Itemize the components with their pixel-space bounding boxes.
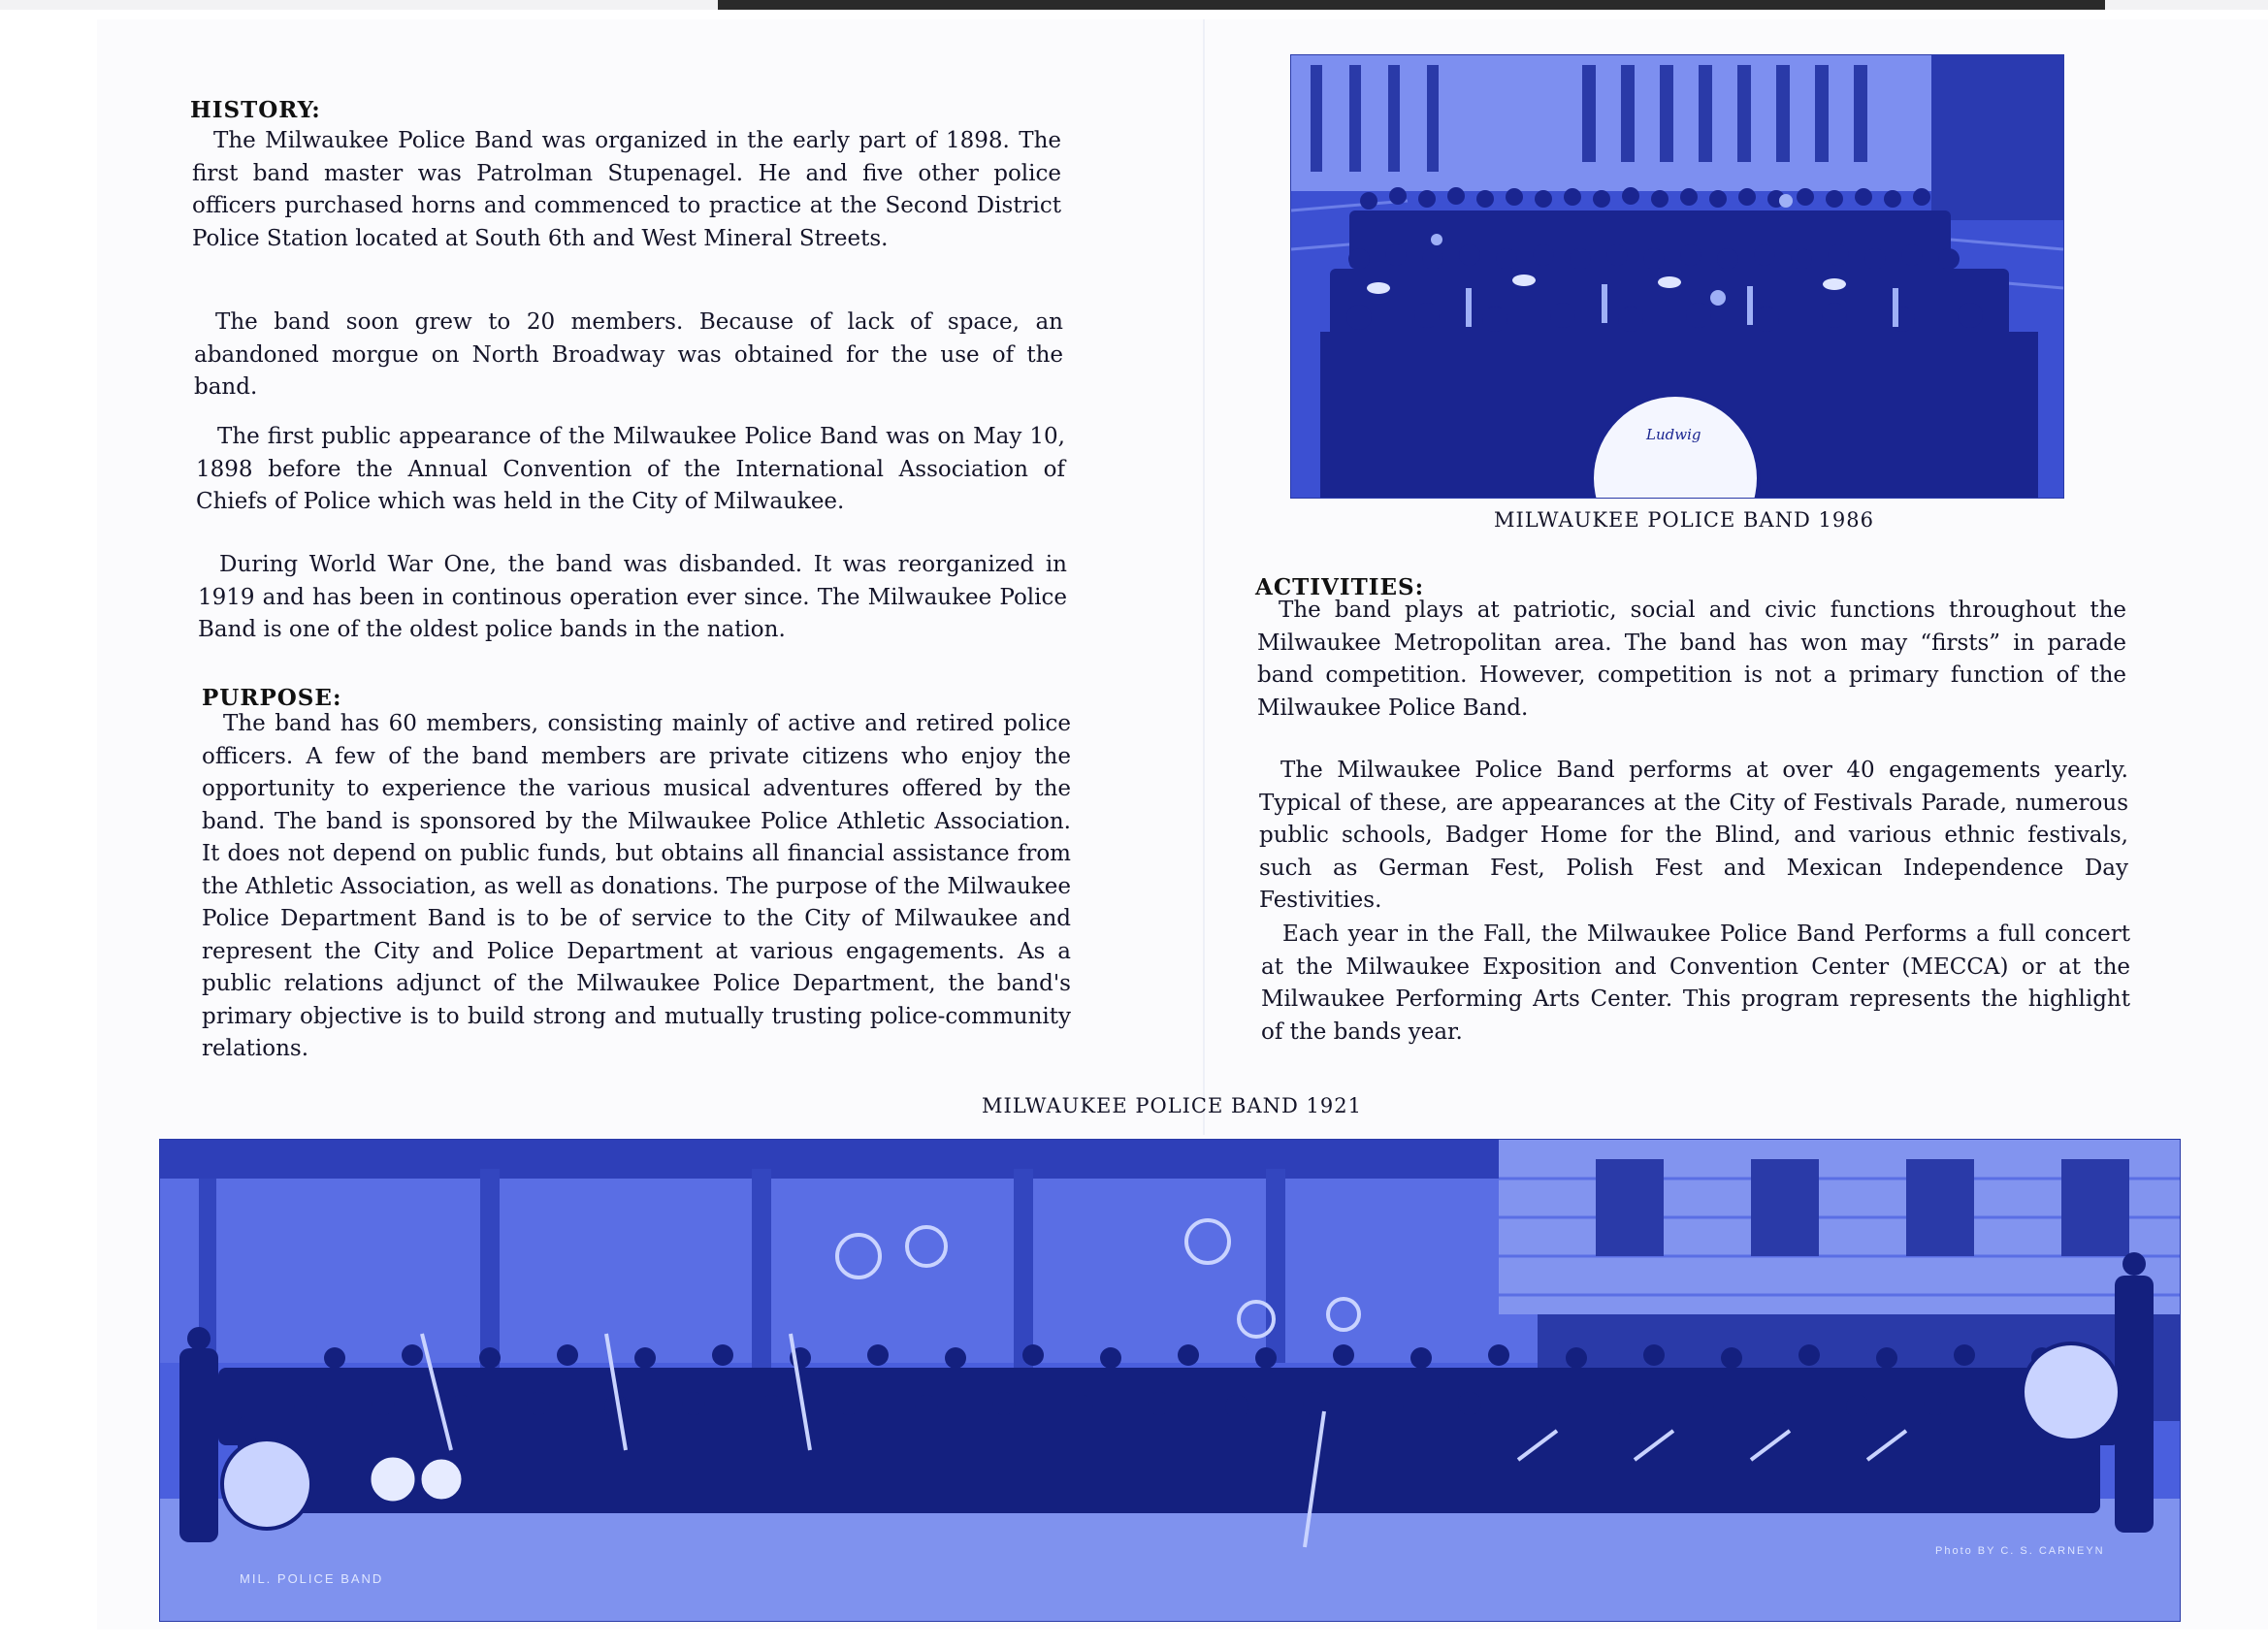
photo-label-left: MIL. POLICE BAND [240, 1571, 384, 1586]
page-fold [1203, 19, 1205, 1135]
scan-top-shadow [718, 0, 2105, 10]
activities-paragraph-3: Each year in the Fall, the Milwaukee Police Band Performs a full concert at the Milwaukee Exposition and Convention Center (MECCA) or at the Milwaukee Performing Arts Center. This program represents the highlight of the bands year. [1261, 922, 2130, 1045]
activities-paragraph-2: The Milwaukee Police Band performs at over 40 engagements yearly. Typical of these, are appearances at the City of Festivals Parade, numerous public schools, Badger Home for the Blind, and various ethnic festivals, such as German Fest, Polish Fest and Mexican Independence Day Festivities. [1259, 758, 2128, 913]
drum-logo: Ludwig [1646, 426, 1701, 443]
photo-label-right: Photo BY C. S. CARNEYN [1935, 1545, 2105, 1557]
band-photo-1921 [159, 1139, 2181, 1622]
purpose-paragraph: The band has 60 members, consisting mainly of active and retired police officers. A few of the band members are private citizens who enjoy the opportunity to experience the various musical adventures offered by the band. The band is sponsored by the Milwaukee Police Athletic Association. It does not depend on public funds, but obtains all financial assistance from the Athletic Association, as well as donations. The purpose of the Milwaukee Police Department Band is to be of service to the City of Milwaukee and represent the City and Police Department at various engagements. As a public relations adjunct of the Milwaukee Police Department, the band's primary objective is to build strong and mutually trusting police-community relations. [202, 711, 1071, 1061]
purpose-heading: PURPOSE: [202, 685, 342, 711]
photo-1986-caption: MILWAUKEE POLICE BAND 1986 [1494, 508, 1874, 532]
photo-1921-caption: MILWAUKEE POLICE BAND 1921 [982, 1094, 1362, 1117]
history-paragraph-4: During World War One, the band was disbanded. It was reorganized in 1919 and has been in continous operation ever since. The Milwaukee Police Band is one of the oldest police bands in the nation. [198, 552, 1067, 642]
band-photo-1921-image [160, 1140, 2180, 1621]
activities-heading: ACTIVITIES: [1255, 574, 1425, 600]
history-paragraph-3: The first public appearance of the Milwaukee Police Band was on May 10, 1898 before the Annual Convention of the International Association of Chiefs of Police which was held in the City of Milwaukee. [196, 424, 1065, 514]
scan-top-edge [0, 0, 2268, 10]
history-paragraph-1: The Milwaukee Police Band was organized in the early part of 1898. The first band master was Patrolman Stupenagel. He and five other police officers purchased horns and commenced to practice at the Second District Police Station located at South 6th and West Mineral Streets. [192, 128, 1061, 251]
activities-paragraph-1: The band plays at patriotic, social and civic functions throughout the Milwaukee Metropolitan area. The band has won may “firsts” in parade band competition. However, competition is not a primary function of the Milwaukee Police Band. [1257, 598, 2126, 721]
history-paragraph-2: The band soon grew to 20 members. Because of lack of space, an abandoned morgue on North Broadway was obtained for the use of the band. [194, 309, 1063, 400]
history-heading: HISTORY: [190, 97, 321, 123]
band-photo-1986 [1290, 54, 2064, 499]
